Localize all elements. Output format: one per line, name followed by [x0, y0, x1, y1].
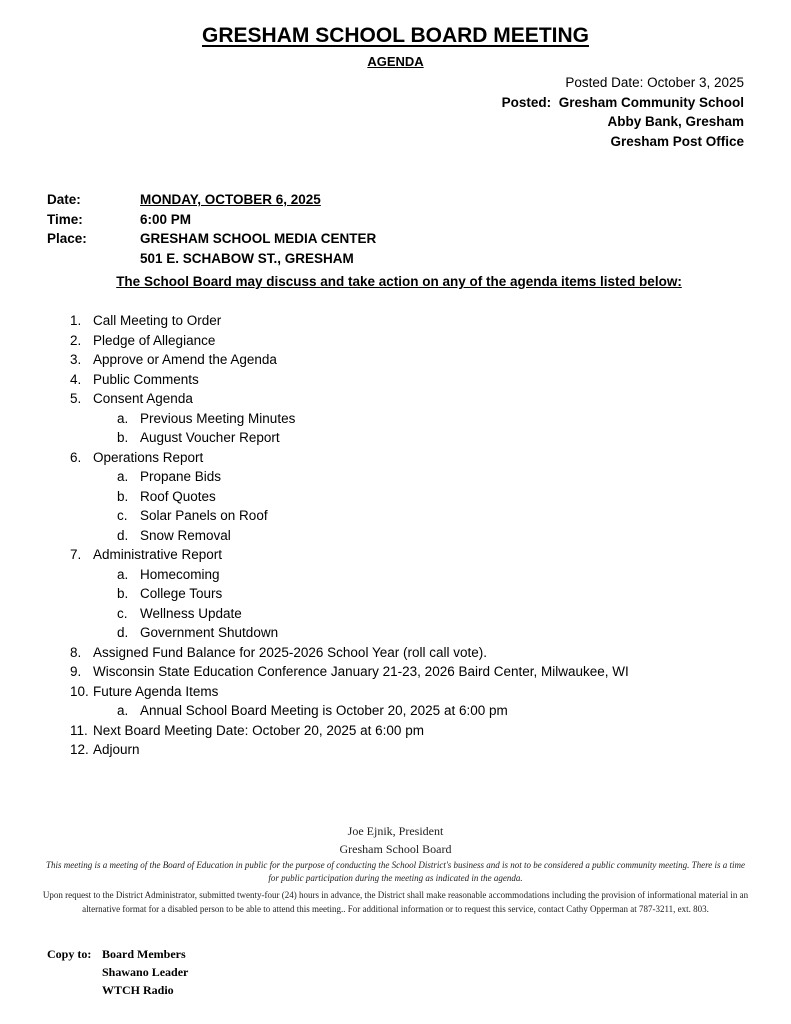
- agenda-subitem-text: Solar Panels on Roof: [140, 508, 268, 523]
- agenda-item: [70, 545, 629, 565]
- agenda-item-text: Call Meeting to Order: [93, 313, 222, 328]
- agenda-subitem-text: Propane Bids: [140, 469, 222, 484]
- meeting-place: GRESHAM SCHOOL MEDIA CENTER: [140, 231, 377, 246]
- agenda-subitem: [70, 526, 629, 546]
- agenda-list: [70, 311, 629, 760]
- agenda-subitem-text: Snow Removal: [140, 527, 231, 543]
- meeting-address: 501 E. SCHABOW ST., GRESHAM: [140, 250, 354, 266]
- action-notice: The School Board may discuss and take action on any of the agenda items listed below:: [116, 274, 682, 289]
- place-label: Place:: [47, 231, 87, 246]
- agenda-item-number: 4.: [70, 371, 82, 387]
- agenda-item: [70, 389, 629, 409]
- agenda-subitem-letter: b.: [117, 488, 129, 504]
- signer-name: Joe Ejnik, President: [347, 824, 444, 838]
- agenda-item: [70, 311, 629, 331]
- agenda-subitem-text: Wellness Update: [140, 605, 242, 621]
- agenda-item-number: 5.: [70, 391, 82, 406]
- agenda-item: [70, 331, 629, 351]
- agenda-item-text: Next Board Meeting Date: October 20, 2025 at 6:00 pm: [93, 722, 424, 738]
- time-row: [47, 210, 376, 230]
- agenda-item-number: 12.: [70, 742, 89, 757]
- agenda-item: [70, 721, 629, 741]
- copy-to-label: Copy to:: [47, 947, 92, 961]
- agenda-item: [70, 350, 629, 370]
- agenda-subitem-letter: c.: [117, 605, 128, 621]
- posted-location-2: Abby Bank, Gresham: [607, 114, 744, 129]
- agenda-item: [70, 682, 629, 702]
- agenda-subitem-text: Previous Meeting Minutes: [140, 410, 296, 426]
- agenda-subitem-text: August Voucher Report: [140, 430, 280, 445]
- posted-label: Posted:: [501, 94, 552, 110]
- agenda-subitem: [70, 428, 629, 448]
- agenda-item-text: Operations Report: [93, 449, 204, 465]
- agenda-item-number: 8.: [70, 644, 82, 660]
- agenda-subitem: [70, 506, 629, 526]
- agenda-item-number: 1.: [70, 313, 82, 328]
- agenda-subitem-letter: d.: [117, 625, 129, 640]
- agenda-subitem-letter: a.: [117, 703, 129, 718]
- page-title: GRESHAM SCHOOL BOARD MEETING: [202, 24, 589, 47]
- agenda-item: [70, 740, 629, 760]
- place-row: [47, 229, 376, 249]
- date-row: [47, 190, 376, 210]
- address-row: [47, 249, 376, 269]
- accommodation-notice: Upon request to the District Administrator, submitted twenty-four (24) hours in advance, the District shall make reasonable accommodations including the provision of informational material in an alternative format for a disabled person to be able to attend this meeting.. For additional information or to request this service, contact Cathy Opperman at 787-3211, ext. 803.: [42, 890, 749, 914]
- copy-recipient: Board Members: [102, 947, 186, 961]
- date-label: Date:: [47, 192, 81, 207]
- agenda-subitem-text: Roof Quotes: [140, 488, 216, 504]
- meeting-disclaimer: This meeting is a meeting of the Board of Education in public for the purpose of conducting the School District's business and is not to be considered a public community meeting. There is a time for public participation during the meeting as indicated in the agenda.: [45, 860, 746, 883]
- agenda-subitem-letter: c.: [117, 508, 128, 523]
- copy-recipient: Shawano Leader: [102, 965, 189, 979]
- agenda-subitem: [70, 467, 629, 487]
- agenda-subitem-letter: b.: [117, 586, 129, 601]
- agenda-subitem-text: Homecoming: [140, 566, 220, 582]
- agenda-item-number: 3.: [70, 352, 82, 367]
- agenda-item-number: 11.: [70, 722, 88, 738]
- meeting-time: 6:00 PM: [140, 211, 192, 227]
- agenda-subitem: [70, 604, 629, 624]
- agenda-subitem: [70, 409, 629, 429]
- agenda-subtitle: AGENDA: [367, 54, 424, 69]
- agenda-subitem-letter: a.: [117, 469, 129, 484]
- posted-date: Posted Date: October 3, 2025: [565, 75, 744, 90]
- agenda-subitem: [70, 565, 629, 585]
- agenda-subitem-letter: b.: [117, 430, 129, 445]
- agenda-item-text: Consent Agenda: [93, 391, 193, 406]
- agenda-subitem: [70, 623, 629, 643]
- agenda-item-text: Assigned Fund Balance for 2025-2026 School Year (roll call vote).: [93, 644, 487, 660]
- footer: [40, 822, 751, 916]
- agenda-subitem: [70, 584, 629, 604]
- signer-organization: Gresham School Board: [339, 842, 452, 856]
- agenda-item-text: Future Agenda Items: [93, 683, 219, 699]
- copy-to: [47, 945, 188, 999]
- meeting-date: MONDAY, OCTOBER 6, 2025: [140, 192, 321, 207]
- agenda-subitem: [70, 701, 629, 721]
- copy-recipient: WTCH Radio: [102, 983, 174, 997]
- agenda-subitem-text: Annual School Board Meeting is October 20, 2025 at 6:00 pm: [140, 703, 508, 718]
- agenda-subitem-text: College Tours: [140, 586, 223, 601]
- agenda-subitem-letter: a.: [117, 566, 129, 582]
- meeting-details: [47, 190, 376, 268]
- agenda-item-text: Administrative Report: [93, 547, 223, 562]
- agenda-item-number: 7.: [70, 547, 82, 562]
- agenda-subitem-text: Government Shutdown: [140, 625, 279, 640]
- agenda-item: [70, 643, 629, 663]
- agenda-item-number: 6.: [70, 449, 82, 465]
- agenda-item-text: Approve or Amend the Agenda: [93, 352, 277, 367]
- posted-location-1: Posted: Gresham Community School: [501, 94, 744, 110]
- agenda-item-number: 9.: [70, 664, 82, 679]
- agenda-subitem-letter: d.: [117, 527, 129, 543]
- time-label: Time:: [47, 211, 83, 227]
- agenda-item-number: 2.: [70, 332, 82, 348]
- agenda-subitem: [70, 487, 629, 507]
- agenda-item-text: Public Comments: [93, 371, 199, 387]
- posted-location-3: Gresham Post Office: [610, 133, 744, 149]
- agenda-item-number: 10.: [70, 683, 89, 699]
- agenda-item: [70, 662, 629, 682]
- agenda-subitem-letter: a.: [117, 410, 129, 426]
- agenda-item-text: Adjourn: [93, 742, 140, 757]
- agenda-item-text: Pledge of Allegiance: [93, 332, 216, 348]
- agenda-item: [70, 370, 629, 390]
- agenda-item: [70, 448, 629, 468]
- agenda-item-text: Wisconsin State Education Conference January 21-23, 2026 Baird Center, Milwaukee, WI: [93, 664, 629, 679]
- posting-info: [502, 73, 744, 151]
